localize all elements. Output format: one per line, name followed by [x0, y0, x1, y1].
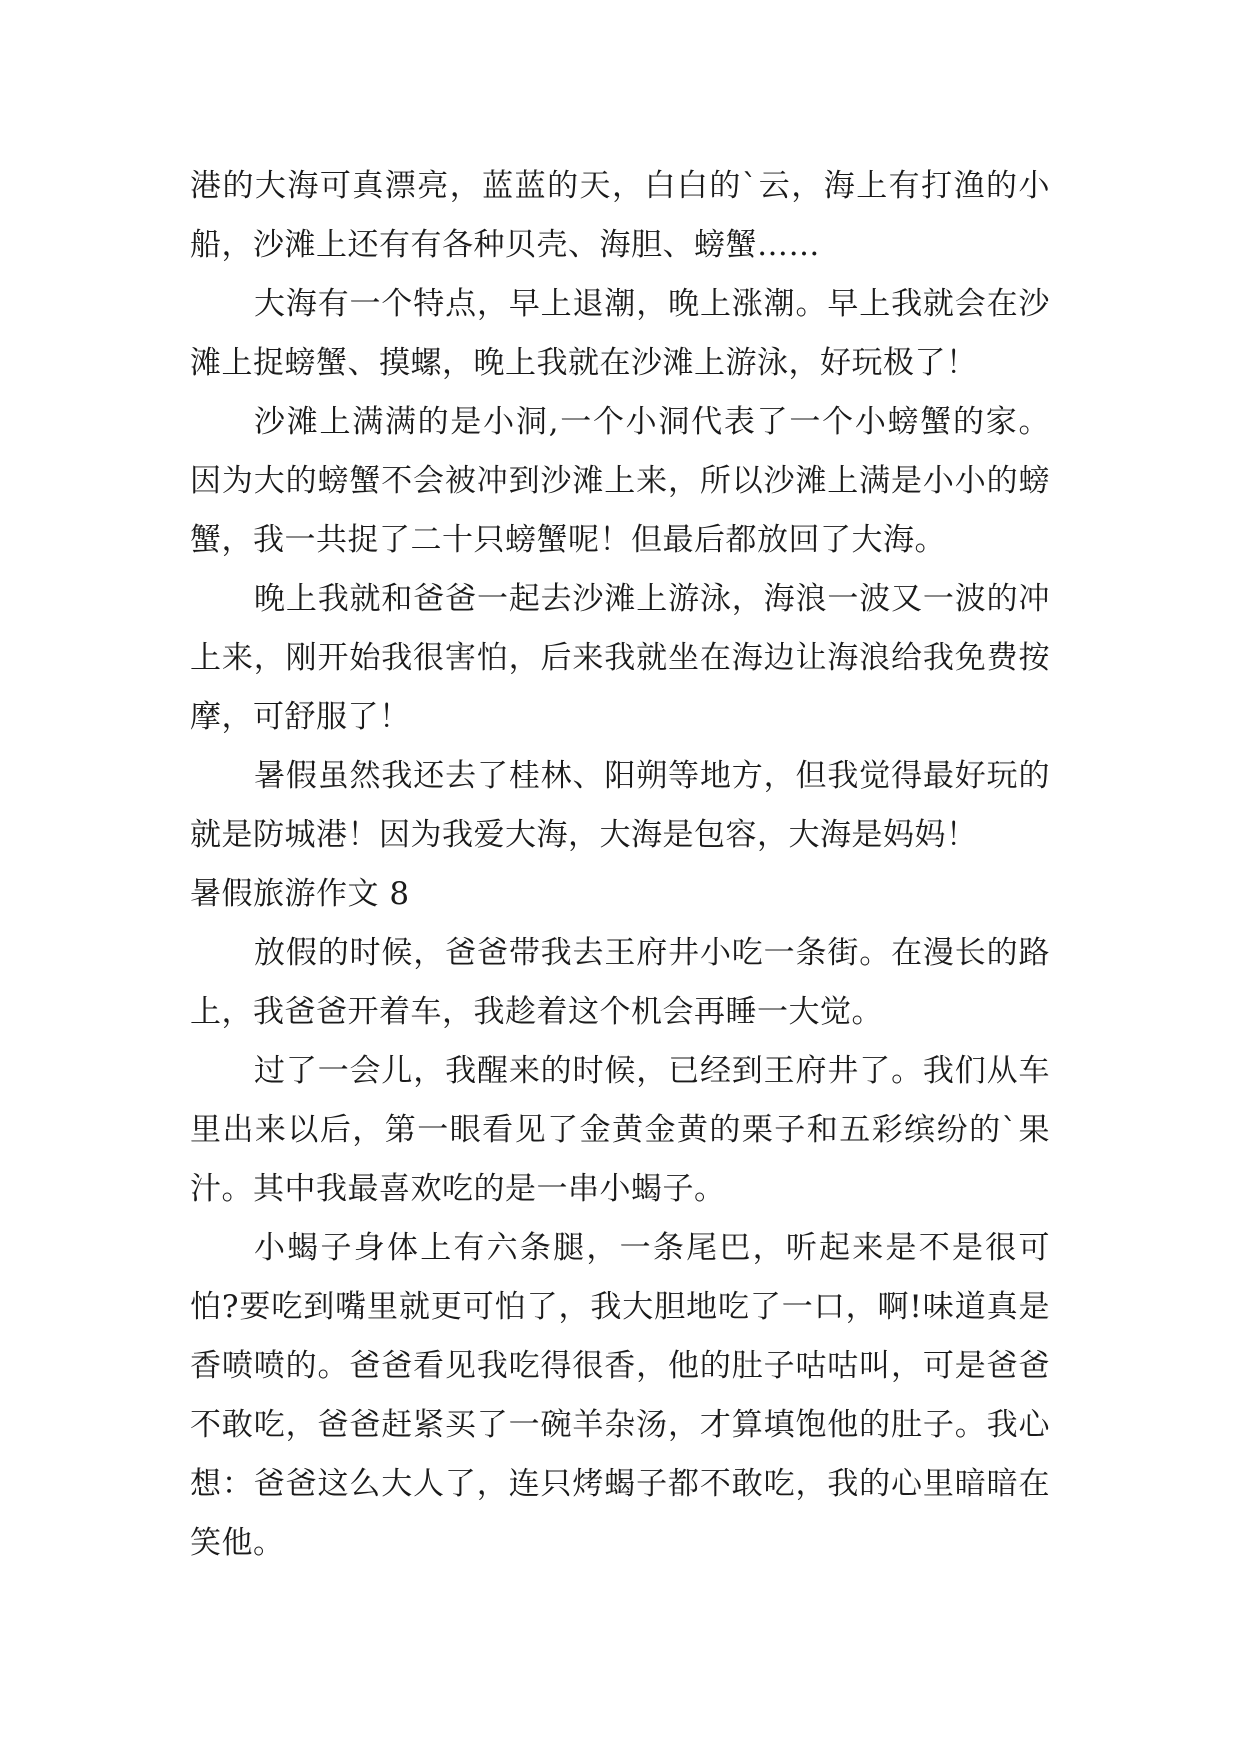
paragraph: 晚上我就和爸爸一起去沙滩上游泳，海浪一波又一波的冲上来，刚开始我很害怕，后来我就坐在海边让海浪给我免费按摩，可舒服了！ — [190, 581, 1050, 735]
paragraph: 放假的时候，爸爸带我去王府井小吃一条街。在漫长的路上，我爸爸开着车，我趁着这个机会再睡一大觉。 — [190, 935, 1050, 1030]
paragraph: 沙滩上满满的是小洞,一个小洞代表了一个小螃蟹的家。因为大的螃蟹不会被冲到沙滩上来，所以沙滩上满是小小的螃蟹，我一共捉了二十只螃蟹呢！但最后都放回了大海。 — [190, 404, 1050, 558]
paragraph: 大海有一个特点，早上退潮，晚上涨潮。早上我就会在沙滩上捉螃蟹、摸螺，晚上我就在沙滩上游泳，好玩极了！ — [190, 286, 1050, 381]
document-page — [190, 157, 1050, 1573]
paragraph: 过了一会儿，我醒来的时候，已经到王府井了。我们从车里出来以后，第一眼看见了金黄金黄的栗子和五彩缤纷的`果汁。其中我最喜欢吃的是一串小蝎子。 — [190, 1053, 1050, 1207]
paragraph: 小蝎子身体上有六条腿，一条尾巴，听起来是不是很可怕?要吃到嘴里就更可怕了，我大胆地吃了一口，啊!味道真是香喷喷的。爸爸看见我吃得很香，他的肚子咕咕叫，可是爸爸不敢吃，爸爸赶紧买了一碗羊杂汤，才算填饱他的肚子。我心想：爸爸这么大人了，连只烤蝎子都不敢吃，我的心里暗暗在笑他。 — [190, 1230, 1050, 1561]
paragraph: 暑假虽然我还去了桂林、阳朔等地方，但我觉得最好玩的就是防城港！因为我爱大海，大海是包容，大海是妈妈！ — [190, 758, 1050, 853]
paragraph-continuation: 港的大海可真漂亮，蓝蓝的天，白白的`云，海上有打渔的小船，沙滩上还有有各种贝壳、海胆、螃蟹…… — [190, 168, 1050, 263]
section-heading: 暑假旅游作文 8 — [190, 876, 410, 912]
